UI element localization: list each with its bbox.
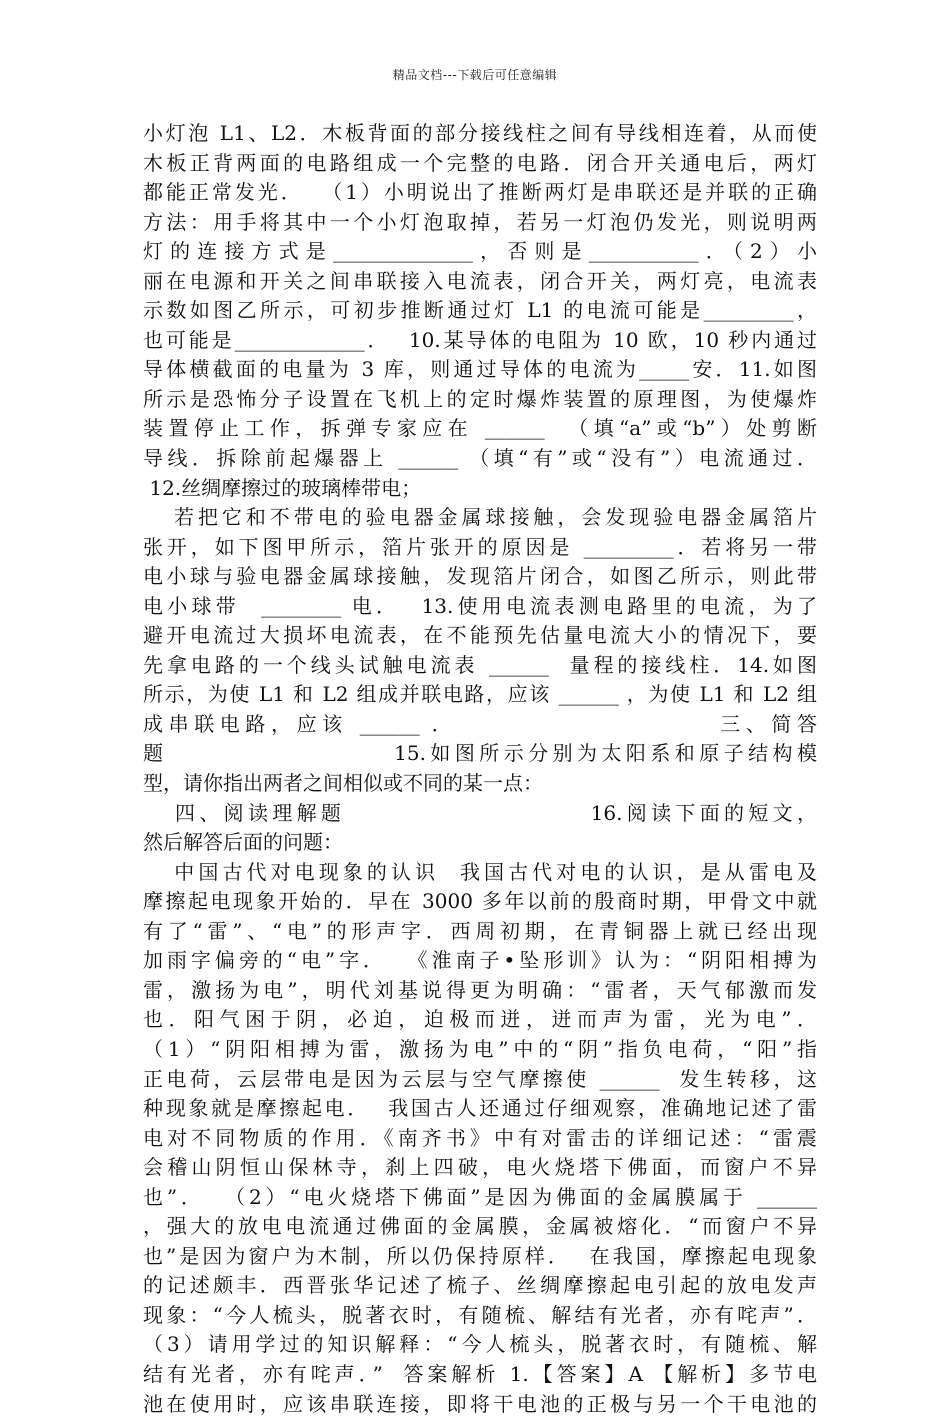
- text-line: 小灯泡 L1、L2．木板背面的部分接线柱之间有导线相连着，从而使: [143, 121, 817, 145]
- text-line: 导线．拆除前起爆器上 ______ （填“有”或“没有”）电流通过．: [143, 446, 817, 471]
- text-line: 木板正背两面的电路组成一个完整的电路．闭合开关通电后，两灯: [143, 150, 817, 175]
- text-line: 型，请你指出两者之间相似或不同的某一点：: [143, 771, 543, 796]
- text-line: 避开电流过大损坏电流表，在不能预先估量电流大小的情况下，要: [143, 623, 817, 648]
- body-text: [143, 119, 817, 1419]
- text-line: 成串联电路，应该 ______ ． 三、简答: [143, 711, 817, 736]
- text-line: 都能正常发光． （1）小明说出了推断两灯是串联还是并联的正确: [143, 180, 817, 205]
- text-line: 电对不同物质的作用．《南齐书》中有对雷击的详细记述：“雷震: [143, 1125, 817, 1150]
- text-line: 现象：“今人梳头，脱著衣时，有随梳、解结有光者，亦有咤声”．: [143, 1302, 817, 1327]
- text-line: 电小球与验电器金属球接触，发现箔片闭合，如图乙所示，则此带: [143, 564, 817, 589]
- text-line: 然后解答后面的问题：: [143, 830, 343, 855]
- text-line: 正电荷，云层带电是因为云层与空气摩擦使 ______ 发生转移，这: [143, 1066, 817, 1091]
- text-line: 所示是恐怖分子设置在飞机上的定时爆炸装置的原理图，为使爆炸: [143, 386, 817, 411]
- text-line: 的记述颇丰．西晋张华记述了梳子、丝绸摩擦起电引起的放电发声: [143, 1273, 817, 1298]
- text-line: 有了“雷”、“电”的形声字．西周初期，在青铜器上就已经出现: [143, 918, 817, 943]
- text-line: 结有光者，亦有咤声．” 答案解析 1.【答案】A 【解析】多节电: [143, 1361, 817, 1386]
- text-line: 灯的连接方式是______________，否则是___________．（2）小: [143, 239, 817, 264]
- text-line: （1）“阴阳相搏为雷，激扬为电”中的“阴”指负电荷，“阳”指: [143, 1036, 817, 1061]
- text-line: 12.丝绸摩擦过的玻璃棒带电；: [143, 475, 422, 500]
- text-line: 题 15.如图所示分别为太阳系和原子结构模: [143, 741, 817, 766]
- text-line: 张开，如下图甲所示，箔片张开的原因是 _________．若将另一带: [143, 534, 817, 559]
- text-line: 方法：用手将其中一个小灯泡取掉，若另一灯泡仍发光，则说明两: [143, 209, 817, 234]
- text-line: （3）请用学过的知识解释：“今人梳头，脱著衣时，有随梳、解: [143, 1332, 817, 1357]
- text-line: 所示，为使 L1 和 L2 组成并联电路，应该 ______ ，为使 L1 和 L2 组: [143, 682, 817, 707]
- text-line: 雷，激扬为电”，明代刘基说得更为明确：“雷者，天气郁激而发: [143, 977, 817, 1002]
- text-line: 导体横截面的电量为 3 库，则通过导体的电流为_____安．11.如图: [143, 357, 817, 382]
- text-line: 也可能是_____________． 10.某导体的电阻为 10 欧，10 秒内通过: [143, 327, 817, 352]
- text-line: 摩擦起电现象开始的．早在 3000 多年以前的殷商时期，甲骨文中就: [143, 889, 817, 914]
- text-line: 加雨字偏旁的“电”字． 《淮南子•坠形训》认为：“阴阳相搏为: [143, 948, 817, 973]
- text-line: 装置停止工作，拆弹专家应在 ______ （填“a”或“b”）处剪断: [143, 416, 817, 441]
- text-line: 池在使用时，应该串联连接，即将干电池的正极与另一个干电池的: [143, 1391, 817, 1416]
- text-line: 示数如图乙所示，可初步推断通过灯 L1 的电流可能是_________，: [143, 298, 817, 323]
- text-line: 中国古代对电现象的认识 我国古代对电的认识，是从雷电及: [143, 859, 817, 884]
- text-line: 种现象就是摩擦起电． 我国古人还通过仔细观察，准确地记述了雷: [143, 1096, 817, 1121]
- text-line: 也”． （2）“电火烧塔下佛面”是因为佛面的金属膜属于 ______: [143, 1184, 817, 1209]
- text-line: 会稽山阴恒山保林寺，刹上四破，电火烧塔下佛面，而窗户不异: [143, 1155, 817, 1180]
- text-line: 四、阅读理解题 16.阅读下面的短文，: [143, 800, 817, 825]
- text-line: 也”是因为窗户为木制，所以仍保持原样． 在我国，摩擦起电现象: [143, 1243, 817, 1268]
- text-line: 也．阳气困于阴，必迫，迫极而迸，迸而声为雷，光为电”．: [143, 1007, 817, 1032]
- text-line: 先拿电路的一个线头试触电流表 ______ 量程的接线柱．14.如图: [143, 652, 817, 677]
- text-line: 丽在电源和开关之间串联接入电流表，闭合开关，两灯亮，电流表: [143, 268, 817, 293]
- text-line: 电小球带 ________ 电． 13.使用电流表测电路里的电流，为了: [143, 593, 817, 618]
- text-line: ，强大的放电电流通过佛面的金属膜，金属被熔化．“而窗户不异: [143, 1214, 817, 1239]
- text-line: 若把它和不带电的验电器金属球接触，会发现验电器金属箔片: [143, 505, 817, 530]
- page-header: 精品文档---下载后可任意编辑: [392, 68, 558, 82]
